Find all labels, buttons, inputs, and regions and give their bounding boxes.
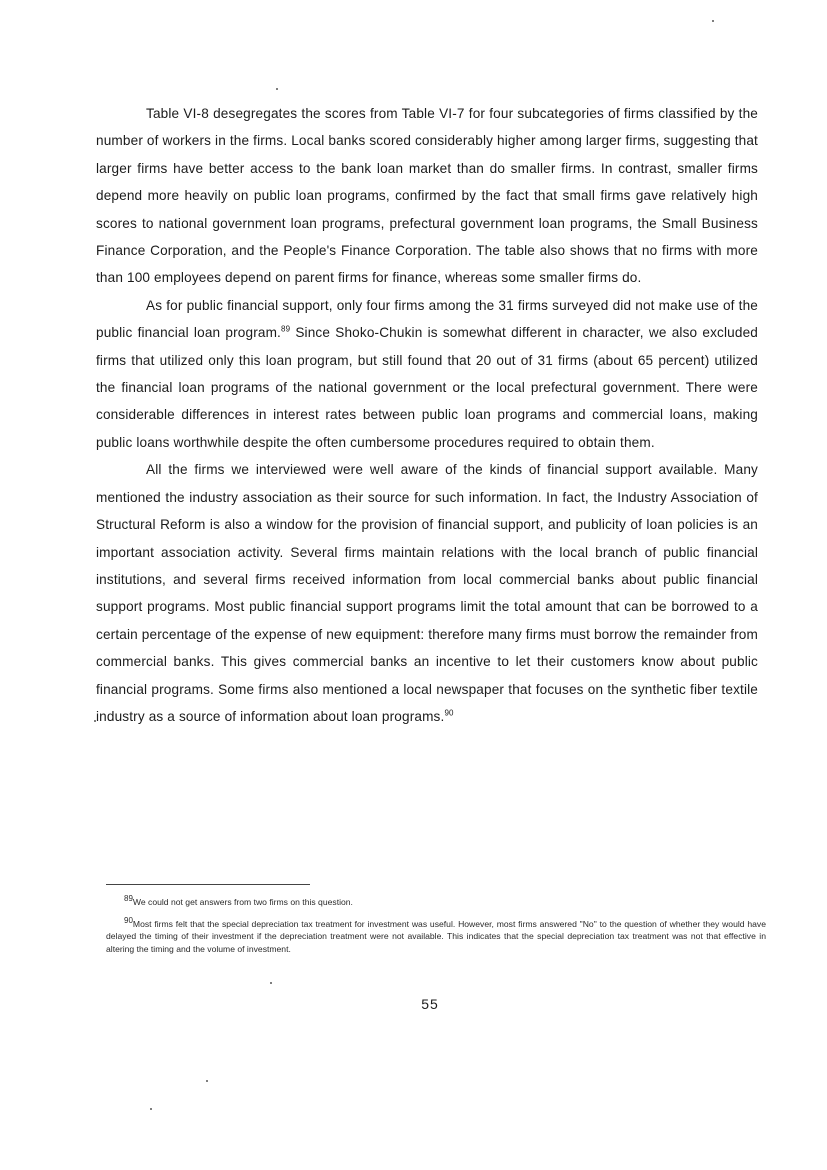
- scan-speck: [206, 1080, 208, 1082]
- footnote-divider: [106, 884, 310, 885]
- paragraph-3: [96, 456, 758, 730]
- paragraph-1-text: Table VI-8 desegregates the scores from Table VI-7 for four subcategories of firms classified by the number of workers in the firms. Local banks scored considerably higher among larger firms, suggesting that larger firms have better access to the bank loan market than do smaller firms. In contrast, smaller firms depend more heavily on public loan programs, confirmed by the fact that small firms gave relatively high scores to national government loan programs, prefectural government loan programs, the Small Business Finance Corporation, and the People's Finance Corporation. The table also shows that no firms with more than 100 employees depend on parent firms for finance, whereas some smaller firms do.: [96, 106, 758, 286]
- footnote-89: [106, 896, 766, 908]
- footnote-ref-90: 90: [444, 708, 454, 718]
- paragraph-2: [96, 292, 758, 456]
- paragraph-2-text-start: As for public financial support, only four firms among the 31 firms surveyed did not make use of the public financial loan program.: [96, 297, 758, 341]
- scan-speck: [94, 720, 96, 722]
- footnote-ref-89: 89: [280, 324, 291, 334]
- footnote-90: [106, 918, 766, 955]
- paragraph-1: [96, 100, 758, 292]
- footnote-number: 90: [124, 916, 133, 926]
- scan-speck: [150, 1108, 152, 1110]
- footnotes: [106, 896, 766, 965]
- scan-speck: [270, 982, 272, 984]
- footnote-number: 89: [124, 894, 133, 904]
- paragraph-2-text-end: Since Shoko-Chukin is somewhat different in character, we also excluded firms that utilized only this loan program, but still found that 20 out of 31 firms (about 65 percent) utilized the financial loan programs of the national government or the local prefectural government. There were considerable differences in interest rates between public loan programs and commercial loans, making public loans worthwhile despite the often cumbersome procedures required to obtain them.: [96, 325, 758, 450]
- footnote-text: We could not get answers from two firms on this question.: [132, 897, 353, 907]
- body-text: [96, 100, 758, 730]
- footnote-text: Most firms felt that the special depreciation tax treatment for investment was useful. However, most firms answered "No" to the question of whether they would have delayed the timing of their investment if the depreciation treatment were not available. This indicates that the special depreciation tax treatment was not that effective in altering the timing and the volume of investment.: [106, 919, 766, 954]
- scan-speck: [276, 88, 278, 90]
- paragraph-3-text: All the firms we interviewed were well aware of the kinds of financial support available. Many mentioned the industry association as their source for such information. In fact, the Industry Association of Structural Reform is also a window for the provision of financial support, and publicity of loan policies is an important association activity. Several firms maintain relations with the local branch of public financial institutions, and several firms received information from local commercial banks about public financial support programs. Most public financial support programs limit the total amount that can be borrowed to a certain percentage of the expense of new equipment: therefore many firms must borrow the remainder from commercial banks. This gives commercial banks an incentive to let their customers know about public financial programs. Some firms also mentioned a local newspaper that focuses on the synthetic fiber textile industry as a source of information about loan programs.: [96, 462, 758, 724]
- scan-speck: [712, 20, 714, 22]
- page-number: 55: [421, 996, 439, 1012]
